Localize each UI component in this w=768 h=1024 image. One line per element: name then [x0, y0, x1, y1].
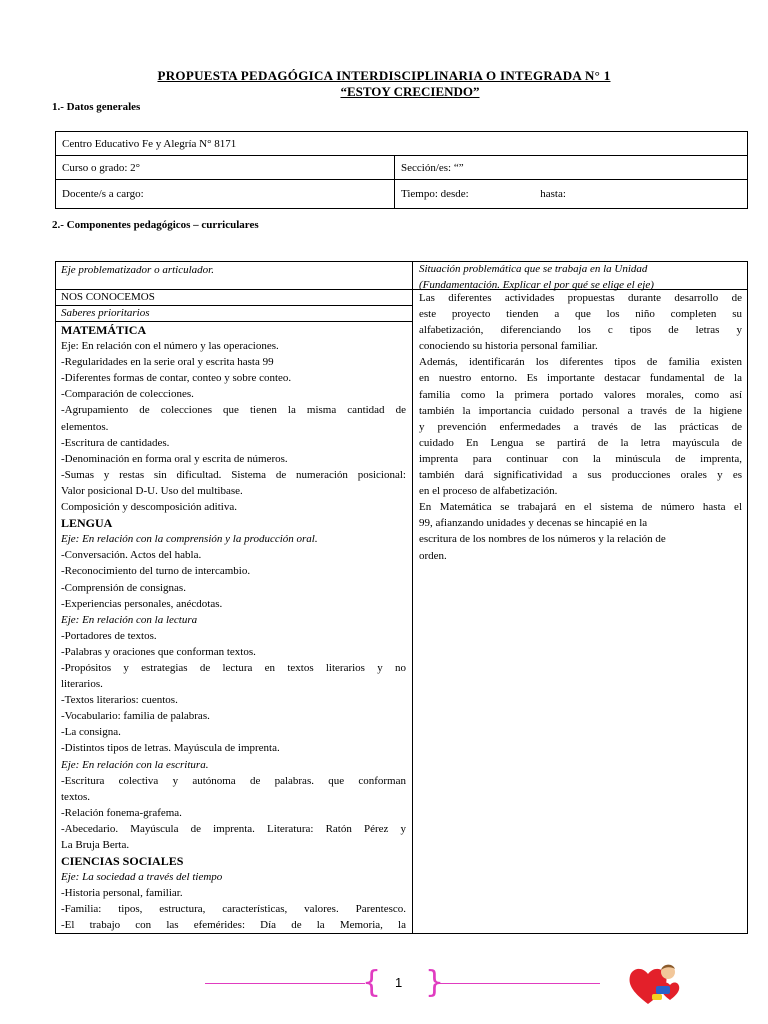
time-cell [395, 180, 748, 209]
time-from: Tiempo: desde: [401, 188, 469, 200]
right-header-line: Situación problemática que se trabaja en la Unidad [419, 263, 648, 275]
content-line: -Experiencias personales, anécdotas. [61, 597, 223, 610]
content-line: -Conversación. Actos del habla. [61, 549, 202, 562]
content-line: -Comparación de colecciones. [61, 388, 194, 401]
content-line: -Reconocimiento del turno de intercambio. [61, 565, 251, 578]
right-header [419, 261, 742, 293]
content-line: -Comprensión de consignas. [61, 581, 186, 594]
document-subtitle: “ESTOY CRECIENDO” [340, 84, 480, 99]
content-line: -Diferentes formas de contar, conteo y sobre conteo. [61, 372, 292, 385]
content-line: -Sumas y restas sin dificultad. Sistema de numeración posicional: [61, 468, 406, 481]
fundamentacion-line: escritura de los nombres de los números y la relación de [419, 533, 666, 546]
content-line: Eje: En relación con el número y las operaciones. [61, 340, 279, 353]
footer-rule-right [440, 983, 600, 984]
content-line: -Palabras y oraciones que conforman textos. [61, 645, 256, 658]
section-1-heading: 1.- Datos generales [52, 101, 141, 113]
fundamentacion-line: también la importancia cuidado personal a través de la higiene [419, 404, 742, 417]
subject-heading-lengua: LENGUA [61, 516, 113, 531]
content-line: -Regularidades en la serie oral y escrita hasta 99 [61, 356, 274, 369]
section-cell: Sección/es: “” [395, 156, 748, 180]
page-number: 1 [395, 975, 403, 990]
axis-line: Eje: La sociedad a través del tiempo [61, 871, 223, 884]
fundamentacion-line: Además, identificarán los diferentes tipos de familia existen [419, 356, 742, 369]
fundamentacion-line: también dará significatividad a sus producciones orales y es [419, 469, 742, 482]
fundamentacion-line: en el proceso de alfabetización. [419, 485, 558, 498]
content-line: textos. [61, 790, 91, 803]
content-line: -Familia: tipos, estructura, características, valores. Parentesco. [61, 903, 406, 916]
content-line: La Bruja Berta. [61, 839, 130, 851]
fundamentacion-line: conociendo su historia personal familiar. [419, 340, 598, 353]
document-title: PROPUESTA PEDAGÓGICA INTERDISCIPLINARIA O INTEGRADA N° 1 [157, 68, 611, 83]
content-line: elementos. [61, 420, 109, 433]
column-divider [412, 262, 413, 933]
left-header: Eje problematizador o articulador. [61, 264, 214, 276]
subject-heading-ciencias-sociales: CIENCIAS SOCIALES [61, 854, 184, 869]
section-2-heading: 2.- Componentes pedagógicos – curriculares [52, 219, 259, 231]
footer-bracket-left: { [362, 965, 382, 1000]
fundamentacion-line: en nuestro entorno. Es importante destacar fundamental de la [419, 372, 742, 385]
content-line: -Escritura de cantidades. [61, 436, 170, 449]
axis-title: NOS CONOCEMOS [61, 291, 155, 303]
content-line: -El trabajo con las efemérides: Día de la Memoria, la [61, 919, 406, 932]
content-line: -La consigna. [61, 726, 121, 739]
content-line: Valor posicional D-U. Uso del multibase. [61, 484, 243, 497]
footer-rule-left [205, 983, 365, 984]
curricular-table [55, 261, 748, 934]
fundamentacion-line: orden. [419, 549, 447, 562]
grade-cell: Curso o grado: 2° [56, 156, 395, 180]
general-data-table [55, 131, 748, 209]
content-line: -Distintos tipos de letras. Mayúscula de imprenta. [61, 742, 280, 755]
content-line: -Textos literarios: cuentos. [61, 694, 178, 707]
axis-line: Eje: En relación con la lectura [61, 613, 198, 626]
fundamentacion-content [419, 290, 742, 564]
content-line: -Escritura colectiva y autónoma de palabras. que conforman [61, 774, 406, 787]
content-line: Composición y descomposición aditiva. [61, 501, 237, 514]
right-header-line: (Fundamentación. Explicar el por qué se elige el eje) [419, 279, 654, 292]
fundamentacion-line: alfabetización, diferenciando los c tipos de letras y [419, 324, 742, 337]
footer-bracket-right: } [425, 965, 445, 1000]
fundamentacion-line: imprenta para continuar con la minúscula de imprenta, [419, 452, 742, 465]
saberes-content [61, 322, 406, 934]
content-line: -Historia personal, familiar. [61, 887, 183, 900]
content-line: literarios. [61, 678, 103, 691]
fundamentacion-line: 99, afianzando unidades y decenas se hincapié en la [419, 517, 648, 530]
fundamentacion-line: Las diferentes actividades propuestas durante desarrollo de [419, 292, 742, 304]
axis-line: Eje: En relación con la escritura. [61, 758, 209, 771]
content-line: -Agrupamiento de colecciones que tienen la misma cantidad de [61, 404, 406, 417]
content-line: -Relación fonema-grafema. [61, 806, 182, 819]
teacher-cell: Docente/s a cargo: [56, 180, 395, 209]
content-line: -Vocabulario: familia de palabras. [61, 710, 210, 723]
time-to: hasta: [540, 188, 566, 200]
fundamentacion-line: este proyecto tienden a que los niño completen su [419, 308, 742, 321]
fundamentacion-line: y prevención enfermedades a través de las prácticas de [419, 420, 742, 433]
axis-line: Eje: En relación con la comprensión y la producción oral. [61, 533, 318, 546]
content-line: -Propósitos y estrategias de lectura en textos literarios y no [61, 661, 406, 674]
content-line: -Portadores de textos. [61, 629, 157, 642]
fundamentacion-line: familia como la primera portado valores morales, como así [419, 388, 742, 401]
center-cell: Centro Educativo Fe y Alegría N° 8171 [56, 132, 748, 156]
fundamentacion-line: cuidado En Lengua se partirá de la letra mayúscula de [419, 436, 742, 449]
subject-heading-matematica: MATEMÁTICA [61, 323, 147, 337]
fundamentacion-line: En Matemática se trabajará en el sistema de número hasta el [419, 501, 742, 514]
hearts-child-logo-icon [626, 960, 690, 1006]
content-line: -Denominación en forma oral y escrita de números. [61, 452, 288, 465]
content-line: -Abecedario. Mayúscula de imprenta. Literatura: Ratón Pérez y [61, 822, 406, 835]
saberes-label: Saberes prioritarios [61, 307, 150, 319]
